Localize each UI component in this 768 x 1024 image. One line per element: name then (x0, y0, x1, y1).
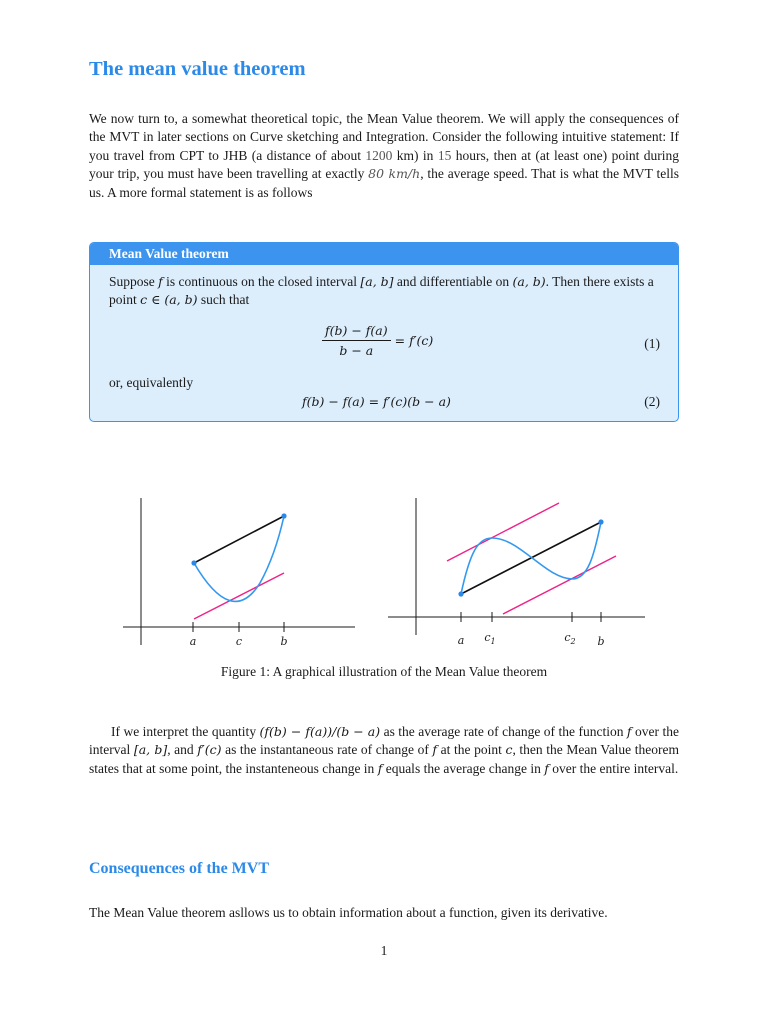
interp-text-9: over the entire interval. (548, 760, 679, 776)
theorem-s1: Suppose (109, 274, 159, 289)
theorem-s5: such that (197, 292, 250, 308)
equation-1-label: (1) (644, 336, 660, 351)
interp-text-4: , and (167, 742, 198, 758)
interp-text-5: as the instantaneous rate of change of (221, 742, 433, 758)
intro-text-3: hours, then at (at least one) point during your trip, you must have been travelling at exactly (89, 147, 680, 182)
left-label-b: b (280, 635, 288, 648)
left-label-c: c (235, 635, 243, 648)
interp-quantity: (f(b) − f(a))/(b − a) (259, 724, 381, 739)
section-title: The mean value theorem (89, 58, 306, 80)
theorem-heading: Mean Value theorem (90, 243, 678, 265)
subsection-title: Consequences of the MVT (89, 860, 269, 877)
left-secant-line (194, 516, 284, 563)
equation-1-denominator: b − a (339, 343, 374, 358)
theorem-s2: is continuous on the closed interval (162, 274, 361, 289)
interp-f-1: f (626, 724, 632, 739)
intro-text-1: We now turn to, a somewhat theoretical topic, the Mean Value theorem. We will apply the consequences of the MVT in later sections on Curve sketching and Integration. Consider the following intuitive statement: If you travel from CPT to JHB (a distance of about (89, 111, 679, 163)
right-point-a (458, 591, 463, 596)
interp-text-2: as the average rate of change of the function (380, 724, 627, 739)
intro-text-4: , the average speed. That is what the MVT tells us. A more formal statement is as follows (89, 166, 679, 200)
right-label-a: a (457, 634, 465, 647)
right-lower-tangent (503, 556, 616, 614)
right-label-b: b (597, 635, 605, 648)
left-tangent-line (194, 573, 284, 619)
left-curve (194, 516, 284, 601)
left-point-b (281, 513, 286, 518)
interp-f-3: f (377, 760, 383, 776)
left-label-a: a (189, 635, 197, 648)
equation-1-numerator: f(b) − f(a) (322, 323, 391, 341)
page-number: 1 (380, 943, 388, 958)
equation-2-label: (2) (644, 394, 660, 409)
interp-c: c (505, 742, 513, 758)
theorem-closed-interval: [a, b] (360, 274, 394, 289)
theorem-s4: . Then there exists a point (109, 274, 654, 308)
right-label-c1: $c_1$ (484, 631, 496, 646)
interp-f-4: f (544, 760, 549, 776)
theorem-f: f (158, 274, 163, 289)
interp-f-2: f (432, 742, 438, 758)
interp-interval: [a, b] (133, 742, 168, 758)
consequences-paragraph: The Mean Value theorem asllows us to obtain information about a function, given its derivative. (89, 905, 608, 920)
equation-2: f(b) − f(a) = f′(c)(b − a) (302, 394, 451, 409)
right-graph (388, 498, 645, 648)
theorem-c-in: c ∈ (a, b) (140, 292, 198, 308)
right-point-b (598, 519, 603, 524)
right-label-c1-sub: 1 (490, 637, 496, 646)
equation-1-rhs: = f′(c) (394, 333, 434, 348)
interp-text-7: , then the Mean Value theorem states that at some point, the instanteneous change in (89, 742, 679, 776)
interp-text-3: over the interval (89, 724, 679, 758)
right-label-c2-sub: 2 (570, 637, 576, 646)
right-label-c2: $c_2$ (564, 631, 576, 646)
interp-derivative: f′(c) (197, 742, 222, 758)
intro-speed: 80 km/h (368, 166, 421, 182)
intro-text-2: km) in (392, 147, 438, 163)
intro-distance: 1200 (365, 147, 393, 163)
left-point-a (191, 560, 196, 565)
theorem-s3: and differentiable on (393, 274, 513, 289)
interpretation-paragraph (89, 723, 679, 778)
left-graph (123, 498, 355, 648)
intro-hours: 15 (437, 147, 452, 163)
figure-caption: Figure 1: A graphical illustration of the Mean Value theorem (220, 664, 548, 679)
theorem-open-interval: (a, b) (512, 274, 546, 289)
interp-text-6: at the point (437, 742, 506, 758)
interp-text-1: If we interpret the quantity (111, 724, 260, 739)
equivalently-text: or, equivalently (109, 375, 194, 390)
interp-text-8: equals the average change in (382, 760, 545, 776)
